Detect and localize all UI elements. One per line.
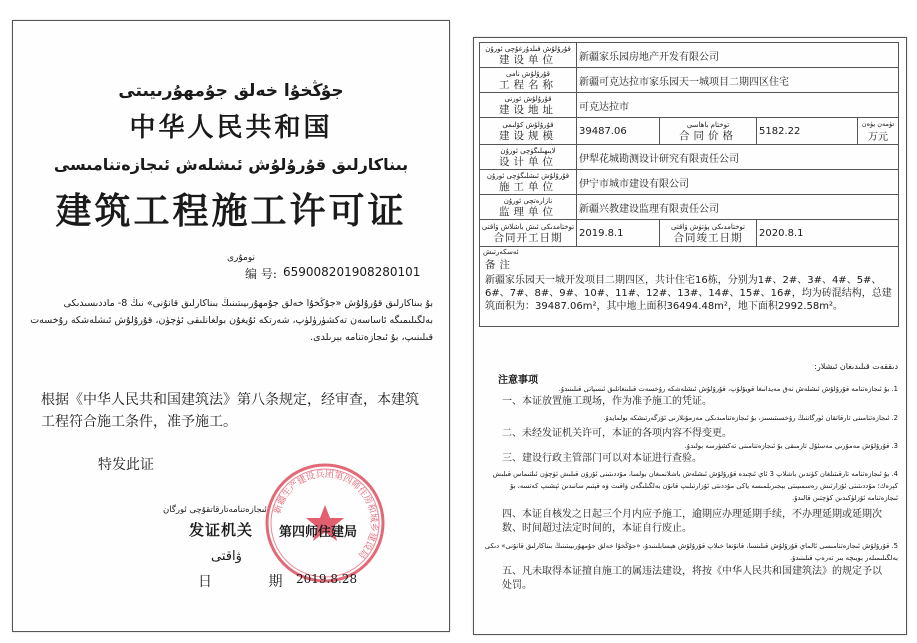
country-name-uyghur: جۇڭخۇا خەلق جۇمھۇرىيىتى bbox=[118, 81, 344, 101]
statement-uyghur: بۇ بىناكارلىق قۇرۇلۇش «جۇڭخۇا خەلق جۇمھۇرىيىتىنىڭ بىناكارلىق قانۇنى» نىڭ 8- ماددىسىدىكى بەلگىلىمىگە ئاساسەن تەكشۈرۈلۈپ، شەرتكە ئۇيغۇن بولغانلىقى ئۈچۈن، قۇرۇلۇش ئىشلەشكە رۇخسەت قىلىنىپ، بۇ ئىجازەتنامە بېرىلدى. bbox=[30, 298, 433, 343]
issue-date: 2019.8.28 bbox=[296, 572, 358, 586]
number-label-uyghur: نومۇرى bbox=[227, 253, 256, 263]
note-uyghur: 1. بۇ ئىجازەتنامە قۇرۇلۇش ئىشلەش نەق مەيدانىغا قويۇلۇپ، قۇرۇلۇش ئىشلەشكە رۇخسەت قىلىنغانلىق ئىسپاتى قىلىنىدۇ. bbox=[558, 385, 898, 393]
special-issuance-text: 特发此证 bbox=[98, 457, 154, 473]
number-label: 编 号: bbox=[245, 267, 277, 281]
date-label: 日 期 bbox=[198, 574, 309, 590]
construction-address-value: 可克达拉市 bbox=[577, 93, 899, 118]
note-chinese: 三、建设行政主管部门可以对本证进行查验。 bbox=[502, 453, 702, 464]
note-uyghur: 4. بۇ ئىجازەتنامە تارقىتىلغان كۈندىن باشلاپ 3 ئاي ئىچىدە قۇرۇلۇش ئىشلەش باشلانمىغان بولسا، مۇددىتىنى ئۇزۇن قىلىش ئۈچۈن ئىلتىماس قىلىش كېرەك؛ مۇددىتىنى ئۇزارتىش رەسمىيىتى بېجىرىلمىسە ياكى مۇددىتى ئۇزارتىلىپ قانۇن بەلگىلىگەن ۋاقىت ۋە قېتىم سانىدىن ئېشىپ كەتسە، بۇ ئىجازەتنامە ئۆزلۈكىدىن كۈچتىن قالىدۇ. bbox=[492, 470, 898, 502]
issuing-org-name: 第四师住建局 bbox=[279, 525, 358, 540]
permit-title-uyghur: بىناكارلىق قۇرۇلۇش ئىشلەش ئىجازەتنامىسى bbox=[53, 155, 409, 174]
note-uyghur: 2. ئىجازەتنامىنى تارقاتقان ئورگاننىڭ رۇخسىتىسىز، بۇ ئىجازەتنامىدىكى مەزمۇنلارنى ئۆزگەرتىشكە بولمايدۇ. bbox=[603, 414, 898, 422]
table-row: توختامدىكى ئىش باشلاش ۋاقتى 合同开工日期 2019.8.1 توختامدىكى پۈتۈش ۋاقتى 合同竣工日期 2020.8.1 bbox=[480, 220, 899, 247]
table-row: ئەسكەرتىش 备注 新疆家乐园天一城开发项目二期四区，共计住宅16栋，分别为1#、2#、3#、4#、5#、6#、7#、8#、9#、10#、11#、12#、13#、14#、15#、16#，均为砖混结构，总建筑面积为：39487.06m²，其中地上面积36494.48m²，地下面积2992.58m²。 bbox=[480, 247, 899, 327]
permit-number: 659008201908280101 bbox=[283, 265, 421, 279]
note-chinese: 二、未经发证机关许可，本证的各项内容不得变更。 bbox=[502, 428, 732, 439]
construction-scale-value: 39487.06 bbox=[577, 118, 660, 145]
permit-cover-page bbox=[12, 20, 450, 632]
contract-end-date: 2020.8.1 bbox=[757, 220, 899, 247]
date-label-uyghur: ۋاقتى bbox=[211, 549, 242, 564]
note-uyghur: 5. قۇرۇلۇش ئىجازەتنامىسى ئالماي قۇرۇلۇش قىلىنسا، قانۇنغا خىلاپ قۇرۇلۇش ھېسابلىنىدۇ، «جۇڭخۇا خەلق جۇمھۇرىيىتىنىڭ بىناكارلىق قانۇنى» دىكى بەلگىلىمىلەر بويىچە بىر تەرەپ قىلىنىدۇ. bbox=[484, 542, 898, 562]
note-uyghur: 3. قۇرۇلۇش مەمۇرىي مەسئۇل تارمىقى بۇ ئىجازەتنامىنى تەكشۈرسە بولىدۇ. bbox=[684, 442, 898, 450]
notes-title: 注意事项 bbox=[498, 375, 538, 386]
note-chinese: 四、本证自核发之日起三个月内应予施工，逾期应办理延期手续，不办理延期或延期次数、时间超过法定时间的，本证自行废止。 bbox=[502, 509, 882, 534]
table-row: لايىھىلىگۈچى ئورۇن 设计单位 伊犁花城勘测设计研究有限责任公司 bbox=[480, 145, 899, 170]
remark-text: 新疆家乐园天一城开发项目二期四区，共计住宅16栋，分别为1#、2#、3#、4#、5#、6#、7#、8#、9#、10#、11#、12#、13#、14#、15#、16#，均为砖混结构，总建筑面积为：39487.06m²，其中地上面积36494.48m²，地下面积2992.58m²。 bbox=[485, 275, 892, 312]
statement-chinese: 根据《中华人民共和国建筑法》第八条规定，经审查，本建筑工程符合施工条件，准予施工。 bbox=[41, 392, 419, 430]
remark-label: 备注 bbox=[485, 259, 514, 271]
contract-start-date: 2019.8.1 bbox=[577, 220, 660, 247]
country-name-chinese: 中华人民共和国 bbox=[129, 113, 333, 143]
construction-unit-value: 新疆家乐园房地产开发有限公司 bbox=[577, 43, 899, 68]
table-row: قۇرۇلۇش ئىشلىگۈچى ئورۇن 施工单位 伊宁市城市建设有限公司 bbox=[480, 170, 899, 195]
note-chinese: 五、凡未取得本证擅自施工的属违法建设，将按《中华人民共和国建筑法》的规定予以处罚。 bbox=[502, 566, 882, 591]
svg-text:新疆生产建设兵团第四师住房和城乡建设局: 新疆生产建设兵团第四师住房和城乡建设局 bbox=[272, 469, 379, 560]
supervision-unit-value: 新疆兴教建设监理有限责任公司 bbox=[577, 195, 899, 220]
table-row: قۇرۇلۇش نامى 工程名称 新疆可克达拉市家乐园天一城项目二期四区住宅 bbox=[480, 68, 899, 93]
permit-detail-page bbox=[473, 37, 907, 635]
table-row: نازارەتچى ئورۇن 监理单位 新疆兴教建设监理有限责任公司 bbox=[480, 195, 899, 220]
notes-title-uyghur: دىققەت قىلىدىغان ئىشلار: bbox=[814, 362, 898, 371]
permit-details-table bbox=[479, 42, 899, 327]
table-row: قۇرۇلۇش قىلدۇرغۇچى ئورۇن 建设单位 新疆家乐园房地产开发有限公司 bbox=[480, 43, 899, 68]
contract-price-value: 5182.22 bbox=[757, 118, 858, 145]
note-chinese: 一、本证放置施工现场，作为准予施工的凭证。 bbox=[502, 396, 712, 407]
issuing-org-label-uyghur: ئىجازەتنامەتارقاتقۇچى ئورگان bbox=[163, 505, 267, 515]
project-name-value: 新疆可克达拉市家乐园天一城项目二期四区住宅 bbox=[577, 68, 899, 93]
table-row: قۇرۇلۇش كۆلىمى 建设规模 39487.06 توختام باھاسى 合同价格 5182.22 تۈمەن يۈەن 万元 bbox=[480, 118, 899, 145]
permit-title-chinese: 建筑工程施工许可证 bbox=[55, 191, 407, 232]
price-unit: 万元 bbox=[868, 131, 888, 143]
design-unit-value: 伊犁花城勘测设计研究有限责任公司 bbox=[577, 145, 899, 170]
contractor-value: 伊宁市城市建设有限公司 bbox=[577, 170, 899, 195]
issuing-org-label: 发证机关 bbox=[189, 521, 254, 539]
table-row: قۇرۇلۇش ئورنى 建设地址 可克达拉市 bbox=[480, 93, 899, 118]
